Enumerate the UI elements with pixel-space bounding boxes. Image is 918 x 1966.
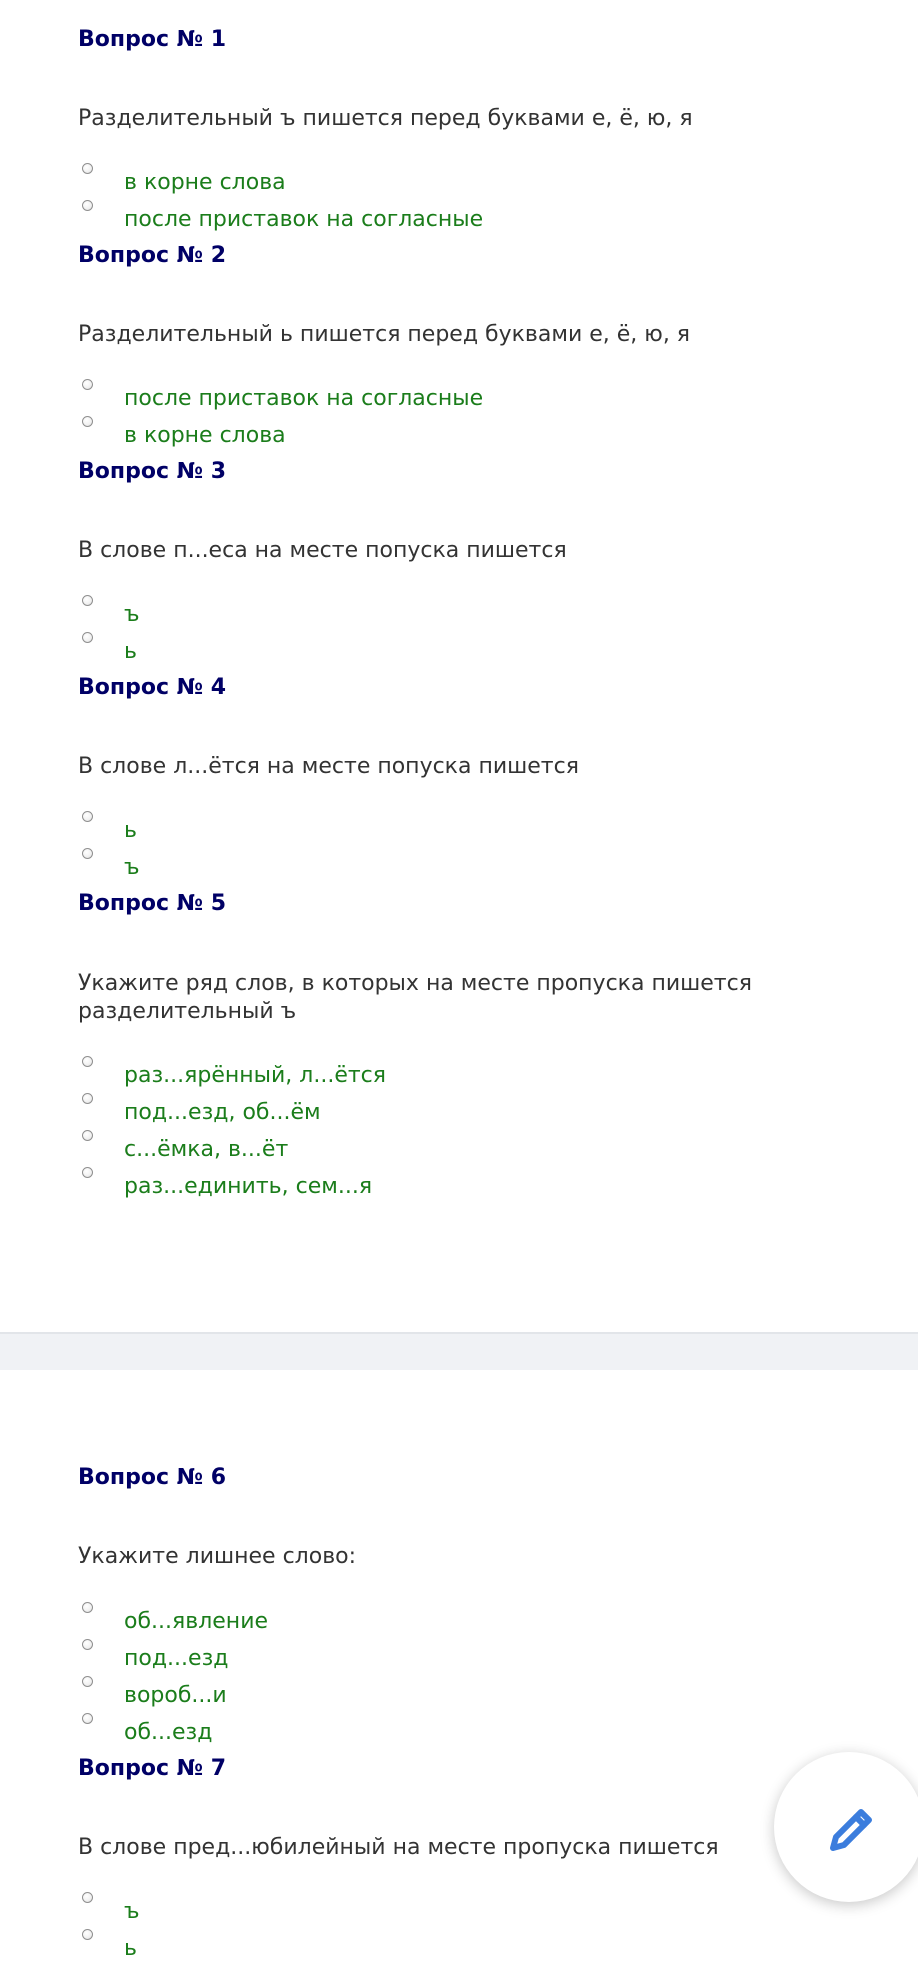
radio-button[interactable] <box>82 1167 93 1178</box>
answer-option[interactable] <box>78 1929 778 1963</box>
radio-button[interactable] <box>82 1929 93 1940</box>
radio-button[interactable] <box>82 1093 93 1104</box>
answer-option[interactable] <box>78 1093 778 1127</box>
radio-button[interactable] <box>82 1130 93 1141</box>
section-divider <box>0 1332 918 1370</box>
radio-button[interactable] <box>82 595 93 606</box>
question-text: Разделительный ъ пишется перед буквами е, ё, ю, я <box>78 106 693 131</box>
pencil-icon <box>823 1804 877 1858</box>
answer-option[interactable] <box>78 200 778 234</box>
question-title: Вопрос № 4 <box>78 675 227 700</box>
question-title: Вопрос № 6 <box>78 1465 227 1490</box>
answer-option[interactable] <box>78 595 778 629</box>
answer-option[interactable] <box>78 1602 778 1636</box>
answer-label[interactable]: ъ <box>124 602 140 627</box>
answer-option[interactable] <box>78 1130 778 1164</box>
answer-label[interactable]: раз...ярённый, л...ётся <box>124 1063 387 1088</box>
answer-label[interactable]: под...езд <box>124 1646 229 1671</box>
answer-label[interactable]: в корне слова <box>124 423 286 448</box>
answer-label[interactable]: после приставок на согласные <box>124 386 484 411</box>
question-text: Укажите лишнее слово: <box>78 1544 357 1569</box>
answer-option[interactable] <box>78 1713 778 1747</box>
answer-option[interactable] <box>78 1056 778 1090</box>
question-text-line: разделительный ъ <box>78 999 297 1024</box>
question-title: Вопрос № 2 <box>78 243 227 268</box>
answer-option[interactable] <box>78 1639 778 1673</box>
answer-option[interactable] <box>78 1892 778 1926</box>
radio-button[interactable] <box>82 163 93 174</box>
question-text: В слове п...еса на месте попуска пишется <box>78 538 567 563</box>
answer-label[interactable]: раз...единить, сем...я <box>124 1174 373 1199</box>
answer-label[interactable]: ъ <box>124 1899 140 1924</box>
answer-option[interactable] <box>78 163 778 197</box>
radio-button[interactable] <box>82 1676 93 1687</box>
radio-button[interactable] <box>82 1056 93 1067</box>
radio-button[interactable] <box>82 1892 93 1903</box>
radio-button[interactable] <box>82 379 93 390</box>
radio-button[interactable] <box>82 811 93 822</box>
answer-option[interactable] <box>78 416 778 450</box>
answer-option[interactable] <box>78 1676 778 1710</box>
question-title: Вопрос № 1 <box>78 27 227 52</box>
question-text: В слове пред...юбилейный на месте пропуска пишется <box>78 1835 719 1860</box>
answer-option[interactable] <box>78 811 778 845</box>
radio-button[interactable] <box>82 416 93 427</box>
radio-button[interactable] <box>82 632 93 643</box>
question-text: Разделительный ь пишется перед буквами е, ё, ю, я <box>78 322 691 347</box>
answer-label[interactable]: под...езд, об...ём <box>124 1100 321 1125</box>
answer-label[interactable]: вороб...и <box>124 1683 227 1708</box>
answer-label[interactable]: в корне слова <box>124 170 286 195</box>
question-title: Вопрос № 7 <box>78 1756 227 1781</box>
answer-label[interactable]: после приставок на согласные <box>124 207 484 232</box>
radio-button[interactable] <box>82 1602 93 1613</box>
answer-label[interactable]: ь <box>124 639 137 664</box>
answer-option[interactable] <box>78 632 778 666</box>
answer-label[interactable]: об...езд <box>124 1720 213 1745</box>
radio-button[interactable] <box>82 1639 93 1650</box>
answer-label[interactable]: ь <box>124 818 137 843</box>
answer-option[interactable] <box>78 848 778 882</box>
answer-label[interactable]: с...ёмка, в...ёт <box>124 1137 289 1162</box>
question-title: Вопрос № 3 <box>78 459 227 484</box>
radio-button[interactable] <box>82 1713 93 1724</box>
question-text: В слове л...ётся на месте попуска пишется <box>78 754 579 779</box>
question-title: Вопрос № 5 <box>78 891 227 916</box>
answer-label[interactable]: ь <box>124 1936 137 1961</box>
question-text-line: Укажите ряд слов, в которых на месте пропуска пишется <box>78 971 752 996</box>
radio-button[interactable] <box>82 200 93 211</box>
question-text <box>78 970 838 1026</box>
answer-option[interactable] <box>78 379 778 413</box>
radio-button[interactable] <box>82 848 93 859</box>
answer-option[interactable] <box>78 1167 778 1201</box>
answer-label[interactable]: об...явление <box>124 1609 269 1634</box>
answer-label[interactable]: ъ <box>124 855 140 880</box>
edit-fab-button[interactable] <box>774 1752 918 1902</box>
